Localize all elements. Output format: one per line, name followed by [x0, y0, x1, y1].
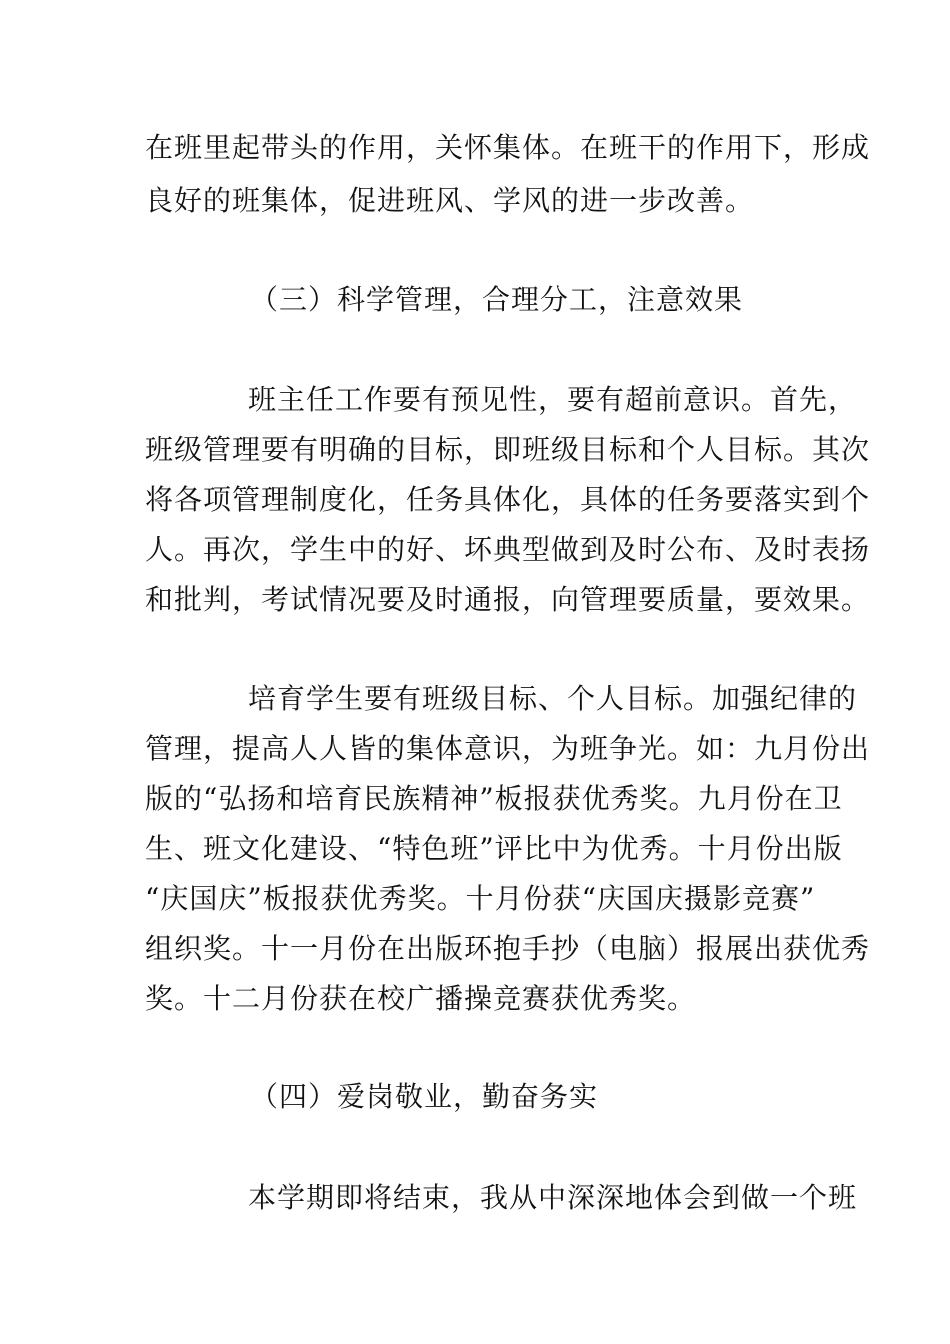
paragraph-line: 班级管理要有明确的目标，即班级目标和个人目标。其次 — [145, 433, 871, 466]
paragraph-line: 人。再次，学生中的好、坏典型做到及时公布、及时表扬 — [145, 533, 871, 566]
section-heading-3: （三）科学管理，合理分工，注意效果 — [250, 283, 744, 316]
paragraph-line: 生、班文化建设、“特色班”评比中为优秀。十月份出版 — [145, 832, 843, 865]
paragraph-line: 培育学生要有班级目标、个人目标。加强纪律的 — [248, 682, 858, 715]
paragraph-line: 奖。十二月份获在校广播操竞赛获优秀奖。 — [145, 982, 697, 1015]
paragraph-line: 将各项管理制度化，任务具体化，具体的任务要落实到个 — [145, 483, 871, 516]
paragraph-line: 本学期即将结束，我从中深深地体会到做一个班 — [248, 1181, 858, 1214]
paragraph-line: 管理，提高人人皆的集体意识，为班争光。如：九月份出 — [145, 732, 871, 765]
paragraph-line: 版的“弘扬和培育民族精神”板报获优秀奖。九月份在卫 — [145, 782, 843, 815]
paragraph-line: 良好的班集体，促进班风、学风的进一步改善。 — [145, 184, 755, 217]
paragraph-line: 和批判，考试情况要及时通报，向管理要质量，要效果。 — [145, 583, 871, 616]
paragraph-line: 在班里起带头的作用，关怀集体。在班干的作用下，形成 — [145, 131, 871, 164]
paragraph-line: 组织奖。十一月份在出版环抱手抄（电脑）报展出获优秀 — [145, 932, 871, 965]
section-heading-4: （四）爱岗敬业，勤奋务实 — [250, 1080, 599, 1113]
paragraph-line: 班主任工作要有预见性，要有超前意识。首先， — [248, 383, 858, 416]
paragraph-line: “庆国庆”板报获优秀奖。十月份获“庆国庆摄影竞赛” — [145, 882, 816, 915]
